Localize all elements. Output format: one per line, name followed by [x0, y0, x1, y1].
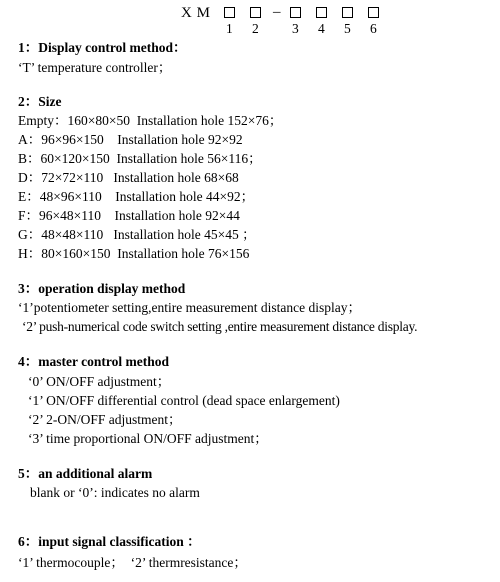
section-heading: 2：Size: [18, 94, 62, 109]
section-line: ‘T’ temperature controller；: [18, 60, 172, 75]
section-line: blank or ‘0’: indicates no alarm: [30, 485, 200, 500]
section-line: ‘1’ thermocouple； ‘2’ thermresistance；: [18, 555, 247, 570]
code-digit-4: 4: [318, 21, 325, 36]
code-digit-5: 5: [344, 21, 351, 36]
size-line: D：72×72×110 Installation hole 68×68: [18, 170, 239, 185]
code-box-6: [368, 7, 379, 18]
section-heading: 4：master control method: [18, 354, 169, 369]
code-digit-3: 3: [292, 21, 299, 36]
code-box-2: [250, 7, 261, 18]
code-box-4: [316, 7, 327, 18]
size-line: F：96×48×110 Installation hole 92×44: [18, 208, 240, 223]
section-heading: 6：input signal classification ：: [18, 534, 201, 549]
section-line: ‘0’ ON/OFF adjustment；: [28, 374, 171, 389]
size-line: H：80×160×150 Installation hole 76×156: [18, 246, 250, 261]
section-line: ‘1’ ON/OFF differential control (dead space enlargement): [28, 393, 340, 408]
code-box-3: [290, 7, 301, 18]
code-digit-1: 1: [226, 21, 233, 36]
code-digit-2: 2: [252, 21, 259, 36]
section-line: ‘2’ push-numerical code switch setting ,entire measurement distance display.: [22, 319, 418, 334]
size-line: A：96×96×150 Installation hole 92×92: [18, 132, 243, 147]
size-line: G：48×48×110 Installation hole 45×45 ；: [18, 227, 256, 242]
model-prefix: X M: [181, 5, 211, 21]
section-heading: 1：Display control method：: [18, 40, 187, 55]
section-line: ‘3’ time proportional ON/OFF adjustment；: [28, 431, 268, 446]
size-line: B：60×120×150 Installation hole 56×116；: [18, 151, 262, 166]
code-box-5: [342, 7, 353, 18]
section-line: ‘1’potentiometer setting,entire measurement distance display；: [18, 300, 362, 315]
size-line: Empty：160×80×50 Installation hole 152×76；: [18, 113, 283, 128]
size-line: E：48×96×110 Installation hole 44×92；: [18, 189, 255, 204]
section-heading: 5：an additional alarm: [18, 466, 153, 481]
code-digit-6: 6: [370, 21, 377, 36]
section-heading: 3：operation display method: [18, 281, 186, 296]
model-dash: –: [273, 4, 281, 20]
section-line: ‘2’ 2-ON/OFF adjustment；: [28, 412, 182, 427]
code-box-1: [224, 7, 235, 18]
